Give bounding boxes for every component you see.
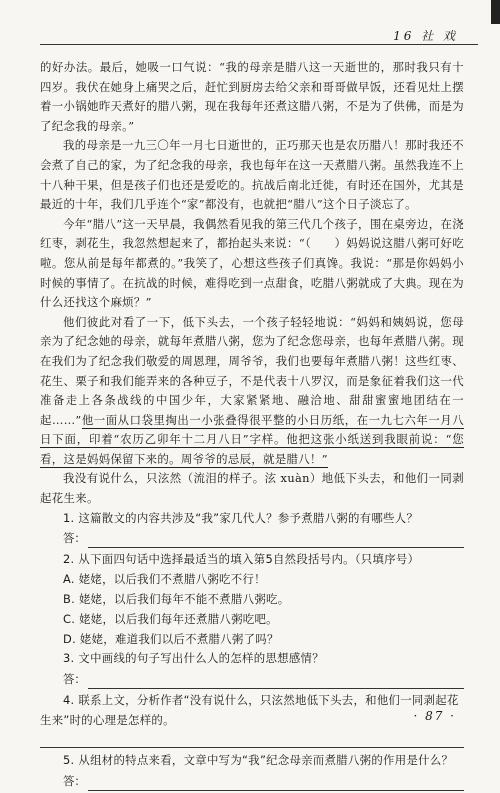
question-2: 2. 从下面四句话中选择最适当的填入第5自然段括号内。（只填序号） <box>63 552 420 567</box>
page-content <box>40 58 464 793</box>
header-rule <box>40 44 478 45</box>
paragraph-4-text: 他们彼此对看了一下，低下头去，一个孩子轻轻地说：“妈妈和姨妈说，您母亲为了纪念她的母亲，就每年煮腊八粥，您为了纪念您母亲，也每年煮腊八粥。现在我们为了纪念我们敬爱的周恩理，周爷爷，我们也要每年煮腊八粥！这些红枣、花生、栗子和我们能弄来的各种豆子，不是代表十八罗汉，而是象征着我们这一代准备走上各条战线的中国少年，大家紧紧地、融洽地、甜甜蜜蜜地团结在一起……” <box>40 314 464 427</box>
paragraph-1: 的好办法。最后，她吸一口气说：“我的母亲是腊八这一天逝世的，那时我只有十四岁。我伏在她身上痛哭之后，赶忙到厨房去给父亲和哥哥做早饭，还看见灶上摆着一小锅她昨天煮好的腊八粥，现在我每年还煮这腊八粥，不是为了供佛，而是为了纪念我的母亲。” <box>40 60 464 133</box>
answer-line-4[interactable] <box>40 731 464 748</box>
question-5: 5. 从组材的特点来看，文章中写为“我”纪念母亲而煮腊八粥的作用是什么？ <box>63 752 454 767</box>
paragraph-3: 今年“腊八”这一天早晨，我偶然看见我的第三代几个孩子，围在桌旁边，在浇红枣，剥花生，我忽然想起来了，都抬起头来说：“（ ）妈妈说这腊八粥可好吃啦。您从前是每年都煮的。”我笑了，心想这些孩子们真馋。我说：“那是你妈妈小时候的事情了。在抗战的时候，难得吃到一点甜食，吃腊八粥就成了大典。现在为什么还找这个麻烦？” <box>40 216 464 310</box>
paragraph-5: 我没有说什么，只泫然（流泪的样子。泫 xuàn）地低下头去，和他们一同剥起花生来。 <box>40 471 464 506</box>
question-4: 4. 联系上文，分析作者“没有说什么，只泫然地低下头去，和他们一同剥起花生来”时的心理是怎样的。 <box>40 693 459 728</box>
answer-label: 答： <box>63 773 86 788</box>
page-edge-mark <box>491 0 500 24</box>
paragraph-2: 我的母亲是一九三〇年一月七日逝世的，正巧那天也是农历腊八！那时我还不会煮了自己的家，为了纪念我的母亲，我也每年在这一天煮腊八粥。虽然我连不上十八种干果，但是孩子们也还是爱吃的。抗战后南北迁徙，有时还在国外，尤其是最近的十年，我们几乎连个“家”都没有，也就把“腊八”这个日子淡忘了。 <box>40 138 464 212</box>
page-header <box>0 0 500 48</box>
header-title: 16 社 戏 <box>393 29 458 43</box>
answer-rule <box>88 777 464 791</box>
question-3: 3. 文中画线的句子写出什么人的怎样的思想感情？ <box>63 651 324 666</box>
underlined-sentence: 他一面从口袋里掏出一小张叠得很平整的小日历纸，在一九七六年一月八日下面，印着“农历乙卯年十二月八日”字样。他把这张小纸送到我眼前说：“您看，这是妈妈保留下来的。周爷爷的忌辰，就是腊八！” <box>40 412 464 466</box>
answer-label: 答： <box>63 672 86 687</box>
option-c: C. 姥姥，以后我们每年还煮腊八粥吃吧。 <box>63 611 278 626</box>
answer-line-1[interactable] <box>40 528 464 548</box>
page-number: · 87 · <box>413 709 456 723</box>
option-a: A. 姥姥，以后我们不煮腊八粥吃不行！ <box>63 572 266 587</box>
option-d: D. 姥姥，难道我们以后不煮腊八粥了吗？ <box>63 631 279 646</box>
answer-rule <box>88 675 464 689</box>
answer-label: 答： <box>63 531 86 546</box>
answer-line-3[interactable] <box>40 669 464 689</box>
question-1: 1. 这篇散文的内容共涉及“我”家几代人？参予煮腊八粥的有哪些人？ <box>63 510 419 525</box>
paragraph-4 <box>40 313 464 470</box>
answer-line-5[interactable] <box>40 771 464 791</box>
option-b: B. 姥姥，以后我们每年不能不煮腊八粥吃。 <box>63 592 290 607</box>
answer-rule <box>88 534 464 548</box>
